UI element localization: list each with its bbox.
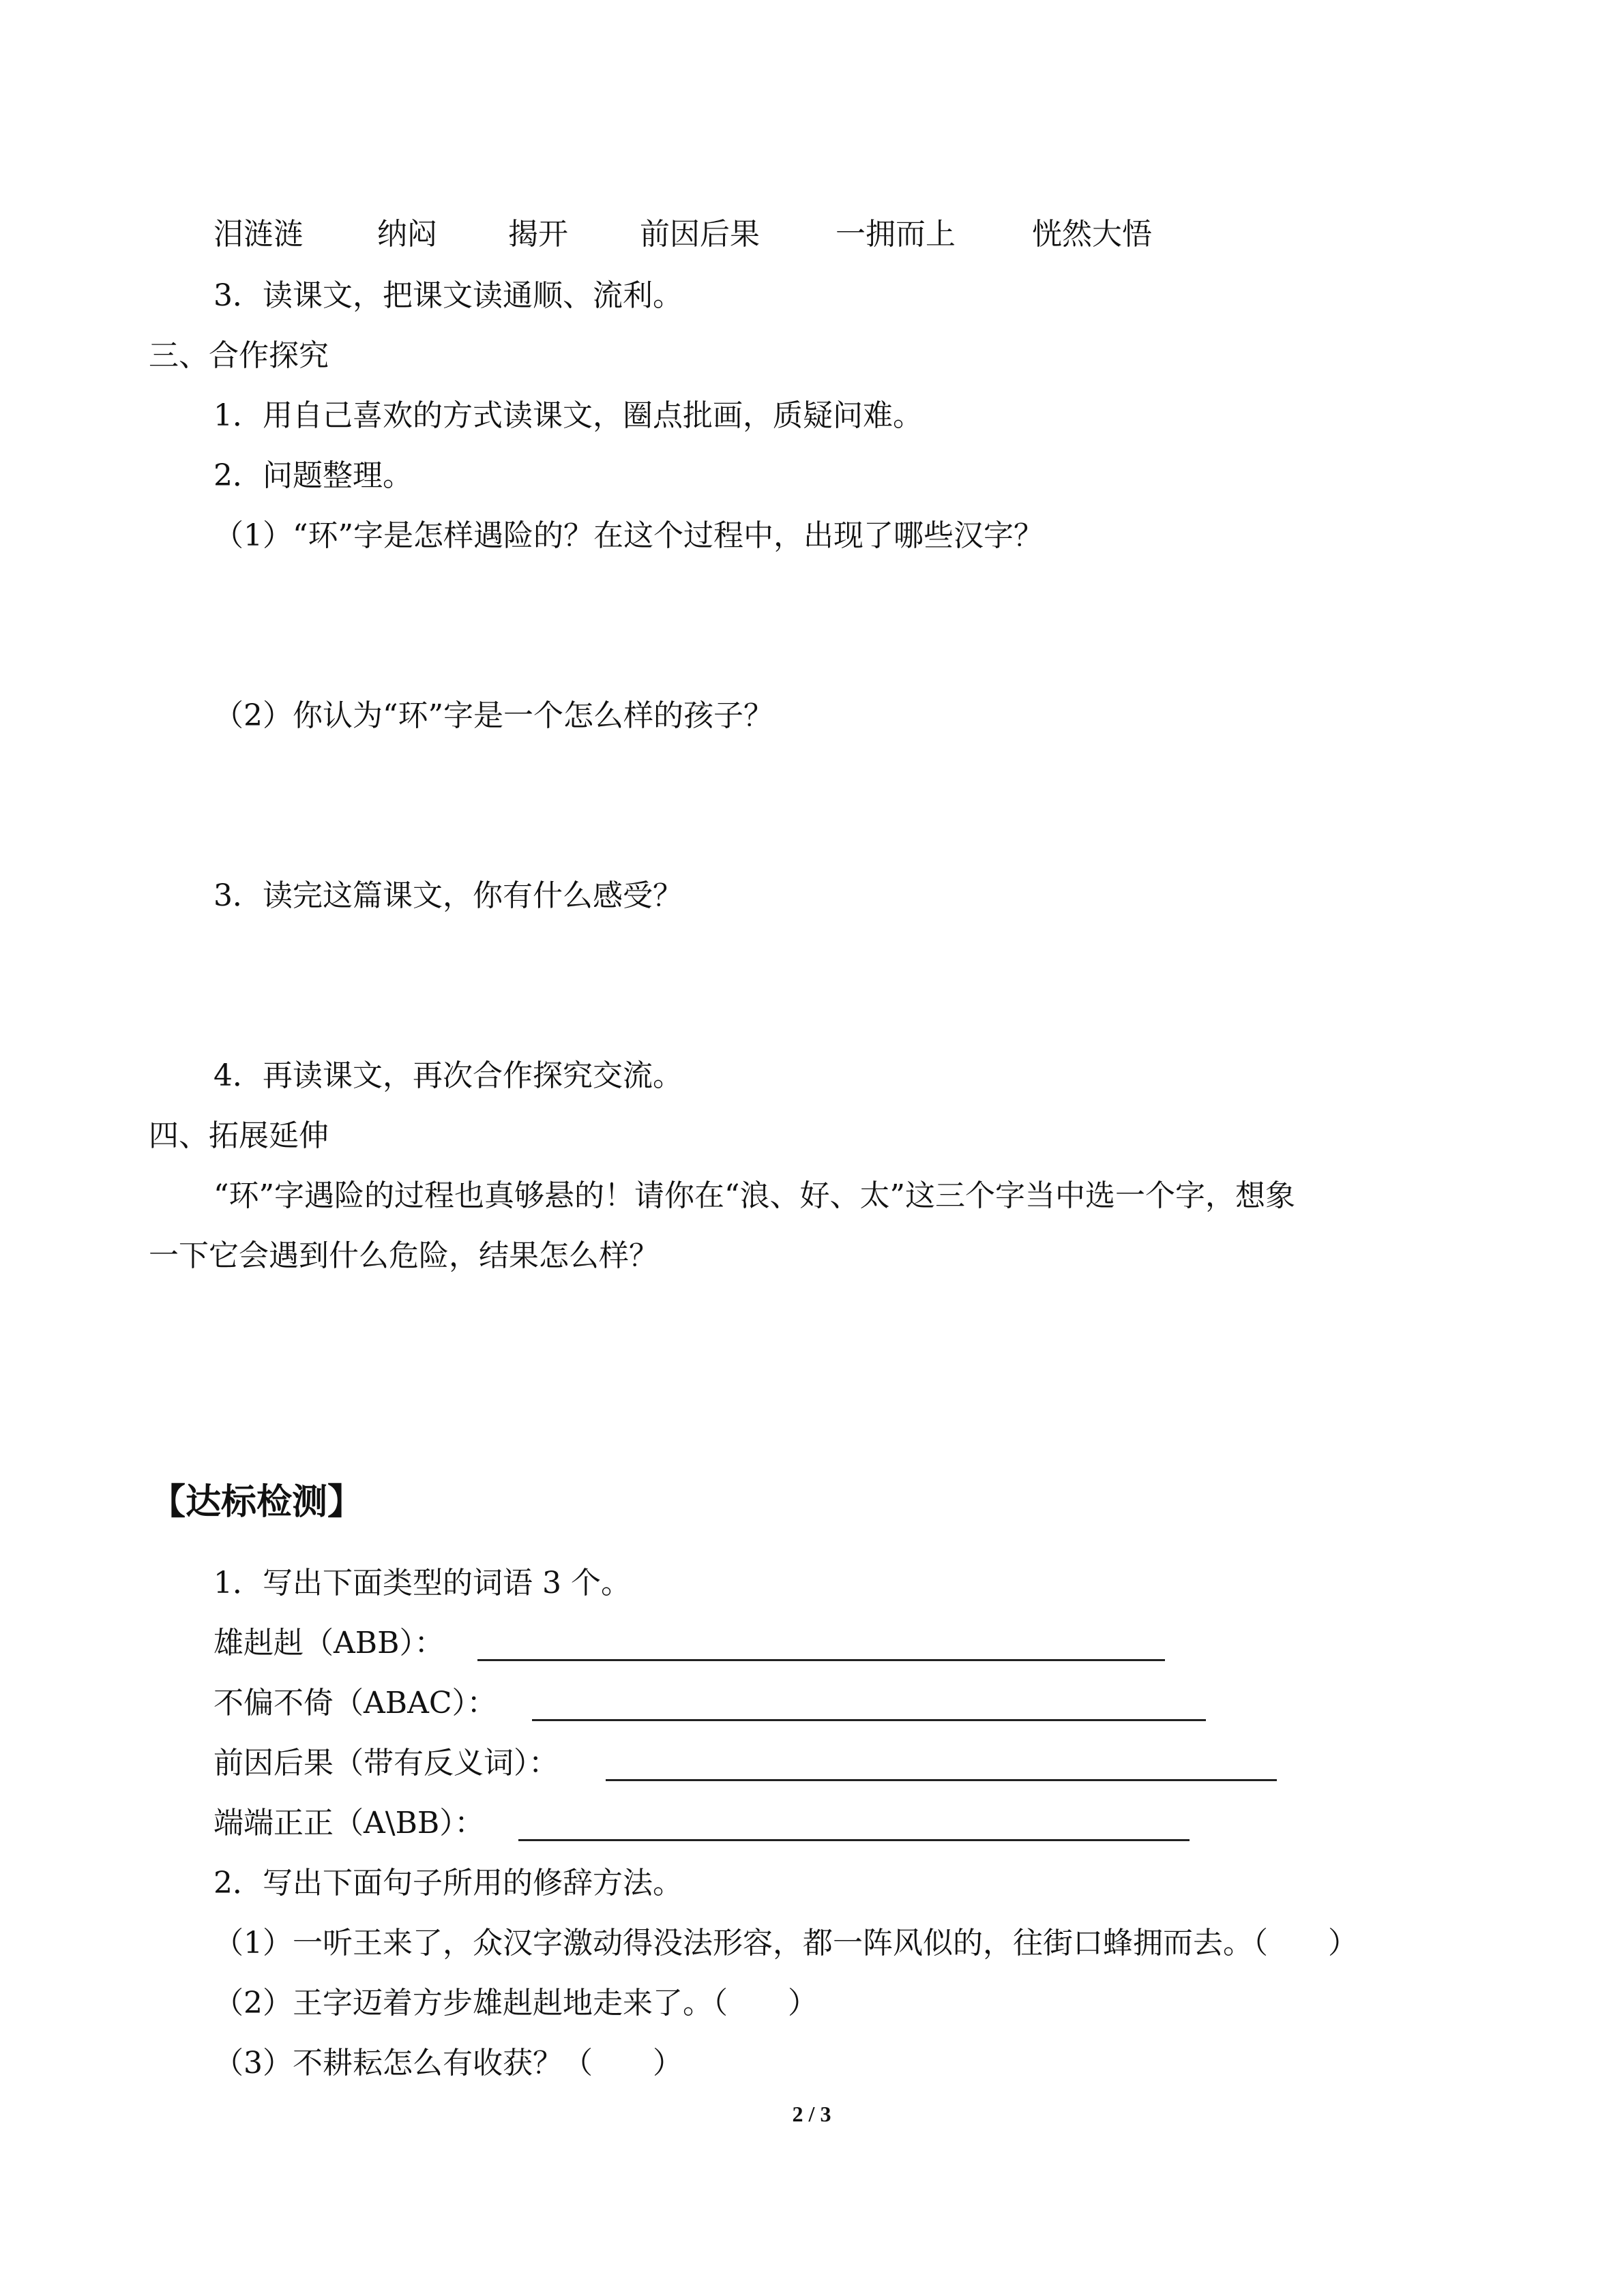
- extension-paragraph-line-2: 一下它会遇到什么危险，结果怎么样？: [149, 1238, 659, 1273]
- page-number: 2 / 3: [792, 2102, 831, 2126]
- vocab-word: 前因后果: [640, 217, 760, 252]
- answer-blank-abac[interactable]: [532, 1719, 1206, 1721]
- question-1: （1）“环”字是怎样遇险的？在这个过程中，出现了哪些汉字？: [213, 518, 1044, 553]
- extension-paragraph-line-1: “环”字遇险的过程也真够悬的！请你在“浪、好、太”这三个字当中选一个字，想象: [213, 1178, 1295, 1213]
- rhetoric-sentence-3: （3）不耕耘怎么有收获？（ ）: [213, 2046, 683, 2081]
- cooperation-item-2: 2．问题整理。: [213, 458, 413, 493]
- section-heading-cooperation: 三、合作探究: [149, 338, 329, 373]
- answer-blank-abb[interactable]: [477, 1659, 1165, 1661]
- fill-label-antonym: 前因后果（带有反义词）：: [213, 1746, 559, 1780]
- test-section-title: 【达标检测】: [150, 1482, 364, 1523]
- question-2: （2）你认为“环”字是一个怎么样的孩子？: [213, 698, 773, 733]
- vocab-word: 恍然大悟: [1032, 217, 1152, 252]
- vocab-word: 揭开: [508, 217, 568, 252]
- fill-label-abb2: 端端正正（A\BB）：: [213, 1806, 485, 1840]
- cooperation-item-3: 3．读完这篇课文，你有什么感受？: [213, 878, 683, 913]
- test-item-1: 1．写出下面类型的词语 3 个。: [213, 1566, 631, 1600]
- answer-blank-antonym[interactable]: [606, 1779, 1277, 1781]
- vocab-word: 泪涟涟: [213, 217, 304, 252]
- rhetoric-sentence-2: （2）王字迈着方步雄赳赳地走来了。（ ）: [213, 1986, 818, 2021]
- test-item-2: 2．写出下面句子所用的修辞方法。: [213, 1866, 683, 1900]
- rhetoric-sentence-1: （1）一听王来了，众汉字激动得没法形容，都一阵风似的，往街口蜂拥而去。（ ）: [213, 1926, 1358, 1960]
- prep-item-3: 3．读课文，把课文读通顺、流利。: [213, 278, 683, 313]
- cooperation-item-1: 1．用自己喜欢的方式读课文，圈点批画，质疑问难。: [213, 398, 923, 433]
- vocab-word: 纳闷: [377, 217, 437, 252]
- cooperation-item-4: 4．再读课文，再次合作探究交流。: [213, 1058, 683, 1093]
- section-heading-extension: 四、拓展延伸: [149, 1118, 329, 1153]
- vocab-word: 一拥而上: [836, 217, 956, 252]
- fill-label-abac: 不偏不倚（ABAC）：: [213, 1686, 497, 1720]
- answer-blank-abb2[interactable]: [518, 1839, 1190, 1841]
- fill-label-abb: 雄赳赳（ABB）：: [213, 1626, 445, 1660]
